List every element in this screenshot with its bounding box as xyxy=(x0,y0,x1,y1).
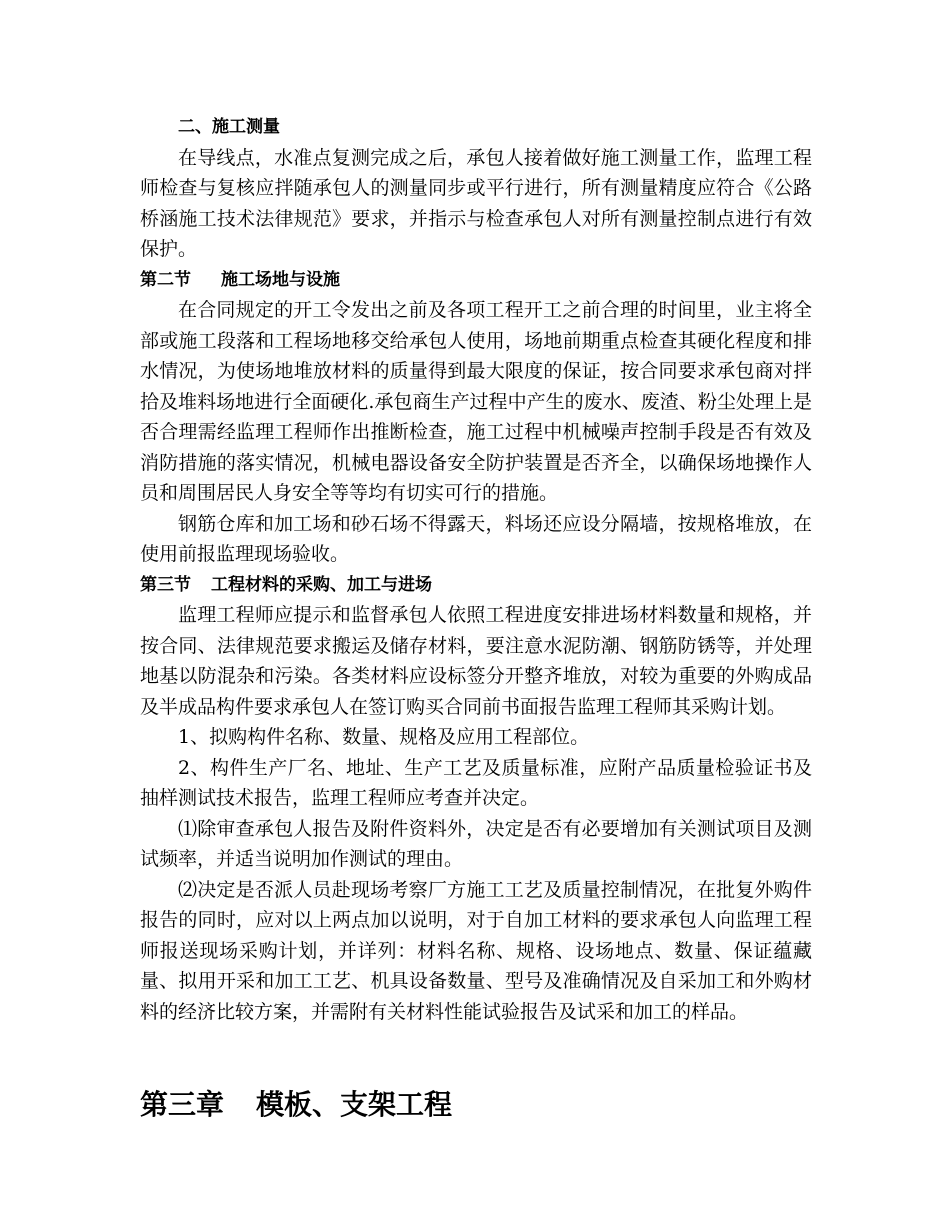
section-heading-2 xyxy=(140,265,812,296)
paragraph-materials-subitem-2: ⑵决定是否派人员赴现场考察厂方施工工艺及质量控制情况，在批复外购件报告的同时，应对以上两点加以说明，对于自加工材料的要求承包人向监理工程师报送现场采购计划，并详列：材料名称、规格、设场地点、数量、保证蕴藏量、拟用开采和加工工艺、机具设备数量、型号及准确情况及自采加工和外购材料的经济比较方案，并需附有关材料性能试验报告及试采和加工的样品。 xyxy=(140,878,812,1023)
section-number: 第三节 xyxy=(140,574,191,595)
paragraph-materials-item-1: 1、拟购构件名称、数量、规格及应用工程部位。 xyxy=(178,726,590,748)
chapter-heading xyxy=(140,1085,812,1125)
section-number: 第二节 xyxy=(140,269,191,290)
chapter-number: 第三章 xyxy=(140,1088,225,1121)
paragraph-materials-1: 监理工程师应提示和监督承包人依照工程进度安排进场材料数量和规格，并按合同、法律规范要求搬运及储存材料，要注意水泥防潮、钢筋防锈等，并处理地基以防混杂和污染。各类材料应设标签分开整齐堆放，对较为重要的外购成品及半成品构件要求承包人在签订购买合同前书面报告监理工程师其采购计划。 xyxy=(140,604,812,718)
section-heading-3 xyxy=(140,570,812,601)
section-title: 施工场地与设施 xyxy=(221,269,340,290)
paragraph-survey: 在导线点，水准点复测完成之后，承包人接着做好施工测量工作，监理工程师检查与复核应拌随承包人的测量同步或平行进行，所有测量精度应符合《公路桥涵施工技术法律规范》要求，并指示与检查承包人对所有测量控制点进行有效保护。 xyxy=(140,146,812,260)
subheading-survey: 二、施工测量 xyxy=(178,117,280,137)
paragraph-site-1: 在合同规定的开工令发出之前及各项工程开工之前合理的时间里，业主将全部或施工段落和工程场地移交给承包人使用，场地前期重点检查其硬化程度和排水情况，为使场地堆放材料的质量得到最大限度的保证，按合同要求承包商对拌拾及堆料场地进行全面硬化.承包商生产过程中产生的废水、废渣、粉尘处理上是否合理需经监理工程师作出推断检查，施工过程中机械噪声控制手段是否有效及消防措施的落实情况，机械电器设备安全防护装置是否齐全，以确保场地操作人员和周围居民人身安全等等均有切实可行的措施。 xyxy=(140,299,812,504)
paragraph-materials-subitem-1: ⑴除审查承包人报告及附件资料外，决定是否有必要增加有关测试项目及测试频率，并适当说明加作测试的理由。 xyxy=(140,817,812,870)
document-page xyxy=(140,112,812,1125)
section-title: 工程材料的采购、加工与进场 xyxy=(211,574,432,595)
paragraph-materials-item-2: 2、构件生产厂名、地址、生产工艺及质量标准，应附产品质量检验证书及抽样测试技术报告，监理工程师应考查并决定。 xyxy=(140,756,812,809)
paragraph-site-2: 钢筋仓库和加工场和砂石场不得露天，料场还应设分隔墙，按规格堆放，在使用前报监理现场验收。 xyxy=(140,512,812,565)
chapter-title: 模板、支架工程 xyxy=(256,1088,453,1121)
